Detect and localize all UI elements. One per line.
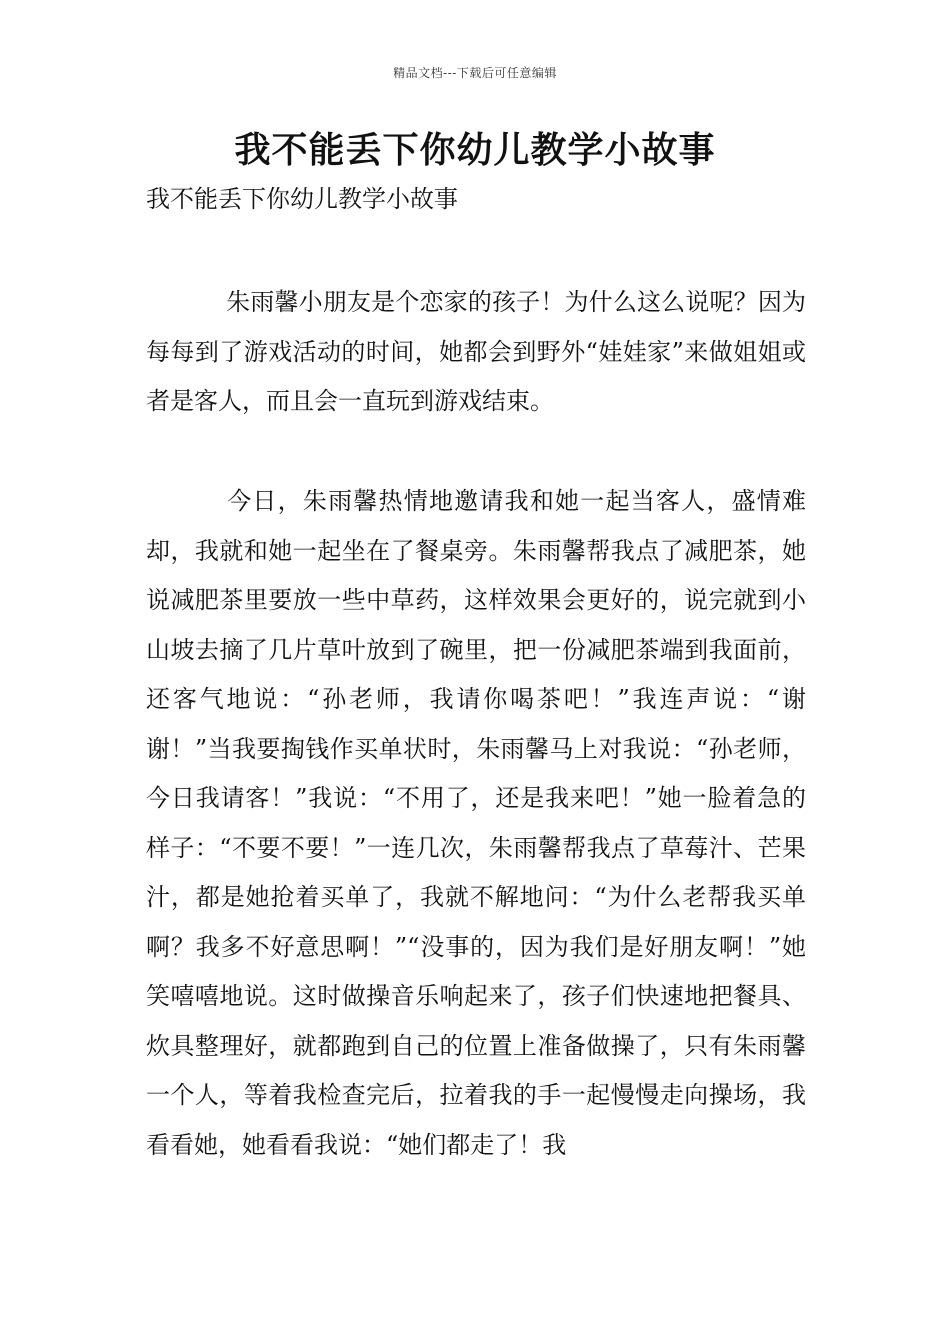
document-subtitle: 我不能丢下你幼儿教学小故事	[146, 185, 458, 213]
document-title: 我不能丢下你幼儿教学小故事	[234, 129, 716, 171]
paragraph-2	[146, 477, 806, 1170]
paragraph-1-text: 朱雨馨小朋友是个恋家的孩子！为什么这么说呢？因为每每到了游戏活动的时间，她都会到野外“娃娃家”来做姐姐或者是客人，而且会一直玩到游戏结束。	[146, 288, 806, 415]
page-header: 精品文档---下载后可任意编辑	[393, 66, 557, 80]
paragraph-2-text: 今日，朱雨馨热情地邀请我和她一起当客人，盛情难却，我就和她一起坐在了餐桌旁。朱雨馨帮我点了减肥茶，她说减肥茶里要放一些中草药，这样效果会更好的，说完就到小山坡去摘了几片草叶放到了碗里，把一份减肥茶端到我面前，还客气地说：“孙老师，我请你喝茶吧！”我连声说：“谢谢！”当我要掏钱作买单状时，朱雨馨马上对我说：“孙老师，今日我请客！”我说：“不用了，还是我来吧！”她一脸着急的样子：“不要不要！”一连几次，朱雨馨帮我点了草莓汁、芒果汁，都是她抢着买单了，我就不解地问：“为什么老帮我买单啊？我多不好意思啊！”“没事的，因为我们是好朋友啊！”她笑嘻嘻地说。这时做操音乐响起来了，孩子们快速地把餐具、炊具整理好，就都跑到自己的位置上准备做操了，只有朱雨馨一个人，等着我检查完后，拉着我的手一起慢慢走向操场，我看看她，她看看我说：“她们都走了！我	[146, 487, 806, 1159]
paragraph-1	[146, 278, 806, 427]
